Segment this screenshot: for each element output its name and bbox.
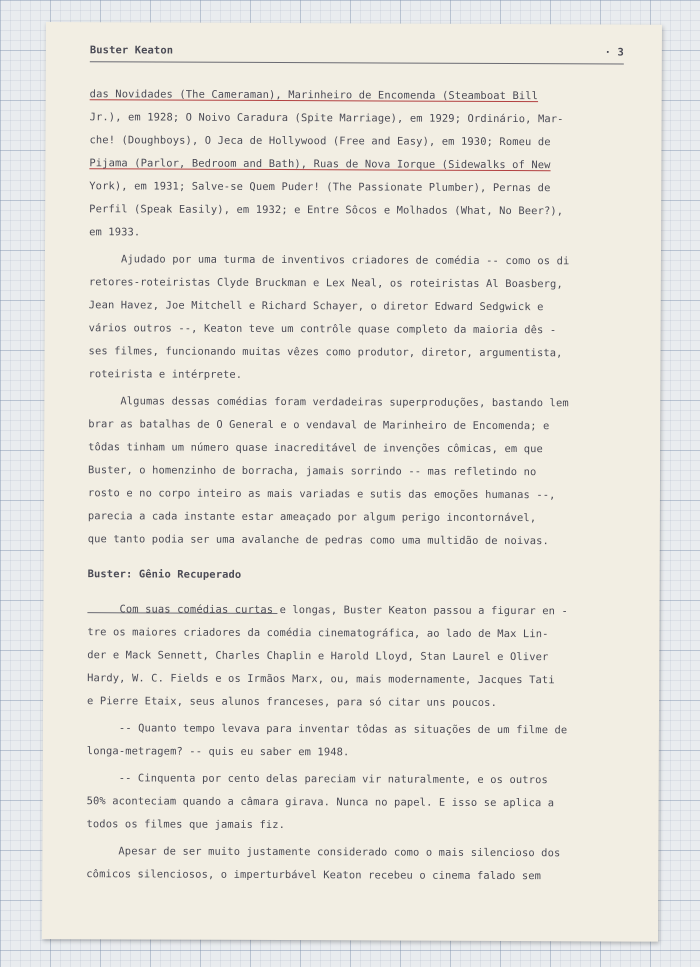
text-line: Perfil (Speak Easily), em 1932; e Entre Sôcos e Molhados (What, No Beer?), bbox=[89, 203, 564, 218]
text-line: der e Mack Sennett, Charles Chaplin e Harold Lloyd, Stan Laurel e Oliver bbox=[87, 649, 549, 664]
text-line: Com suas comédias curtas e longas, Buster Keaton passou a figurar en - bbox=[87, 603, 568, 618]
text-line: que tanto podia ser uma avalanche de pedras como uma multidão de noivas. bbox=[87, 533, 549, 548]
text-line: -- Cinquenta por cento delas pareciam vir naturalmente, e os outros bbox=[86, 772, 548, 787]
typewritten-page bbox=[42, 22, 662, 942]
text-line: das Novidades (The Cameraman), Marinheiro de Encomenda (Steamboat Bill bbox=[89, 88, 539, 103]
text-line: Apesar de ser muito justamente considerado como o mais silencioso dos bbox=[86, 845, 561, 860]
text-line: che! (Doughboys), O Jeca de Hollywood (Free and Easy), em 1930; Romeu de bbox=[89, 134, 551, 149]
text-line: Algumas dessas comédias foram verdadeiras superproduções, bastando lem bbox=[88, 395, 569, 410]
text-line: roteirista e intérprete. bbox=[88, 368, 243, 381]
text-line: longa-metragem? -- quis eu saber em 1948. bbox=[86, 745, 350, 759]
text-line: Ajudado por uma turma de inventivos criadores de comédia -- como os di bbox=[88, 253, 570, 268]
text-line: Buster, o homenzinho de borracha, jamais sorrindo -- mas refletindo no bbox=[88, 464, 537, 479]
text-line: 50% aconteciam quando a câmara girava. Nunca no papel. E isso se aplica a bbox=[86, 795, 555, 810]
text-line: Jr.), em 1928; O Noivo Caradura (Spite Marriage), em 1929; Ordinário, Mar- bbox=[89, 111, 564, 126]
text-line: Jean Havez, Joe Mitchell e Richard Schayer, o diretor Edward Sedgwick e bbox=[88, 299, 544, 314]
header-rule bbox=[90, 61, 624, 64]
text-line: York), em 1931; Salve-se Quem Puder! (The Passionate Plumber), Pernas de bbox=[89, 180, 551, 195]
text-line: brar as batalhas de O General e o vendaval de Marinheiro de Encomenda; e bbox=[88, 418, 550, 433]
text-line: rosto e no corpo inteiro as mais variadas e sutis das emoções humanas --, bbox=[87, 487, 556, 502]
text-line: tre os maiores criadores da comédia cinematográfica, ao lado de Max Lin- bbox=[87, 626, 549, 641]
page-header bbox=[90, 44, 624, 66]
text-line: retores-roteiristas Clyde Bruckman e Lex Neal, os roteiristas Al Boasberg, bbox=[88, 276, 563, 291]
text-line: em 1933. bbox=[89, 226, 141, 239]
text-line: tôdas tinham um número quase inacreditável de invenções cômicas, em que bbox=[88, 441, 543, 456]
text-line: Hardy, W. C. Fields e os Irmãos Marx, ou, mais modernamente, Jacques Tati bbox=[87, 672, 555, 687]
header-title: Buster Keaton bbox=[89, 44, 174, 57]
text-line: cômicos silenciosos, o imperturbável Keaton recebeu o cinema falado sem bbox=[86, 868, 542, 883]
page-number: · 3 bbox=[604, 46, 624, 59]
text-line: -- Quanto tempo levava para inventar tôdas as situações de um filme de bbox=[86, 722, 568, 737]
section-subheading: Buster: Gênio Recuperado bbox=[87, 568, 242, 581]
text-line: vários outros --, Keaton teve um contrôle quase completo da maioria dês - bbox=[88, 322, 557, 337]
text-line: parecia a cada instante estar ameaçado por algum perigo incontornável, bbox=[87, 510, 537, 525]
text-line: ses filmes, funcionando muitas vêzes como produtor, diretor, argumentista, bbox=[88, 345, 563, 360]
text-line: Pijama (Parlor, Bedroom and Bath), Ruas de Nova Iorque (Sidewalks of New bbox=[89, 157, 551, 172]
text-line: todos os filmes que jamais fiz. bbox=[86, 818, 286, 832]
text-line: e Pierre Etaix, seus alunos franceses, para só citar uns poucos. bbox=[87, 695, 498, 709]
